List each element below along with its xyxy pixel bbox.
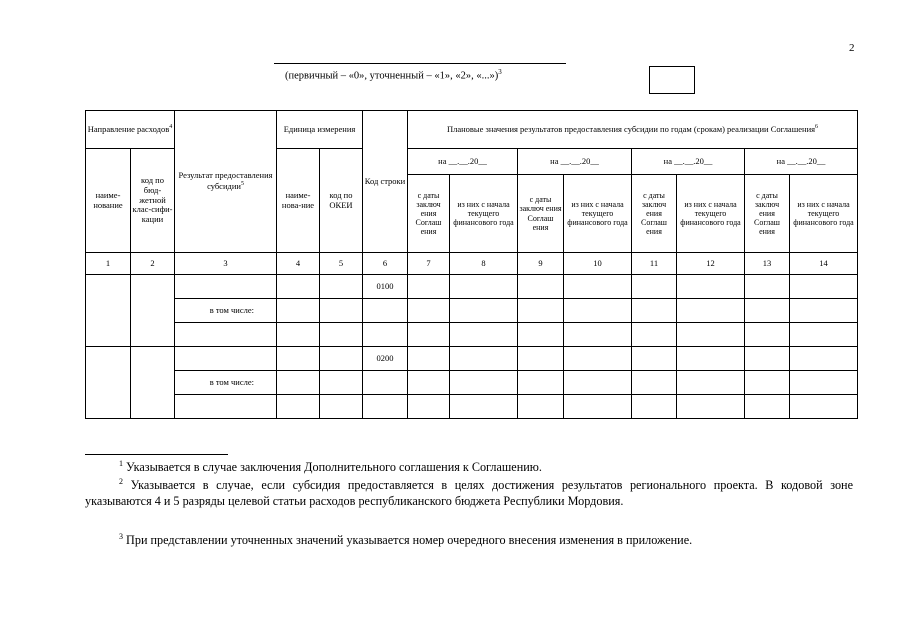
table-row — [86, 299, 858, 323]
footnote-separator — [85, 454, 228, 455]
direction-name-cell[interactable] — [86, 347, 131, 419]
data-cell[interactable] — [677, 323, 745, 347]
footnote-1: $^1$ Указывается в случае заключения Дополнительного соглашения к Соглашению. — [119, 459, 542, 475]
data-cell[interactable] — [564, 371, 632, 395]
data-cell[interactable] — [745, 275, 790, 299]
data-cell[interactable] — [745, 347, 790, 371]
column-number: 6 — [363, 253, 408, 275]
period-header-3: на __.__.20__ — [632, 149, 745, 175]
data-cell[interactable] — [320, 323, 363, 347]
column-number: 14 — [790, 253, 858, 275]
result-header: Результат предоставления субсидии$^5$ — [175, 111, 277, 253]
data-cell[interactable] — [564, 395, 632, 419]
data-cell[interactable] — [277, 347, 320, 371]
period-header-4: на __.__.20__ — [745, 149, 858, 175]
report-status-line — [285, 68, 502, 82]
status-note-mark: 3 — [498, 68, 502, 76]
data-cell[interactable] — [564, 299, 632, 323]
data-cell[interactable] — [677, 347, 745, 371]
table-row — [86, 275, 858, 299]
column-number: 13 — [745, 253, 790, 275]
data-cell[interactable] — [450, 395, 518, 419]
data-cell[interactable] — [632, 323, 677, 347]
data-cell[interactable] — [363, 323, 408, 347]
data-cell[interactable] — [450, 347, 518, 371]
data-cell[interactable] — [790, 395, 858, 419]
data-cell[interactable] — [408, 299, 450, 323]
data-cell[interactable] — [518, 275, 564, 299]
direction-header: Направление расходов$^4$ — [86, 111, 175, 149]
data-cell[interactable] — [632, 371, 677, 395]
from-date-header: с даты заключ ения Соглаш ения — [408, 175, 450, 253]
footnote-3: $^3$ При представлении уточненных значений указывается номер очередного внесения изменения в приложение. — [119, 532, 693, 548]
status-text: (первичный – «0», уточненный – «1», «2», «...») — [285, 70, 499, 82]
data-cell[interactable] — [277, 275, 320, 299]
column-number: 2 — [131, 253, 175, 275]
data-cell[interactable] — [277, 323, 320, 347]
column-number: 4 — [277, 253, 320, 275]
from-start-header: из них с начала текущего финансового года — [677, 175, 745, 253]
data-cell[interactable] — [518, 299, 564, 323]
data-cell[interactable] — [790, 371, 858, 395]
column-number: 3 — [175, 253, 277, 275]
unit-header: Единица измерения — [277, 111, 363, 149]
from-start-header: из них с начала текущего финансового года — [450, 175, 518, 253]
data-cell[interactable] — [790, 299, 858, 323]
from-start-header: из них с начала текущего финансового года — [790, 175, 858, 253]
table-row — [86, 371, 858, 395]
data-cell[interactable] — [320, 275, 363, 299]
data-cell[interactable] — [632, 347, 677, 371]
data-cell[interactable] — [408, 395, 450, 419]
data-cell[interactable] — [320, 299, 363, 323]
data-cell[interactable] — [408, 371, 450, 395]
data-cell[interactable] — [320, 371, 363, 395]
column-number: 7 — [408, 253, 450, 275]
data-cell[interactable] — [564, 275, 632, 299]
column-number: 5 — [320, 253, 363, 275]
data-cell[interactable] — [363, 299, 408, 323]
column-number: 12 — [677, 253, 745, 275]
data-cell[interactable] — [518, 323, 564, 347]
table-row — [86, 323, 858, 347]
column-number: 9 — [518, 253, 564, 275]
column-number: 11 — [632, 253, 677, 275]
period-header-2: на __.__.20__ — [518, 149, 632, 175]
line-code-cell: 0200 — [363, 347, 408, 371]
data-cell[interactable] — [408, 275, 450, 299]
data-cell[interactable] — [677, 275, 745, 299]
data-cell[interactable] — [564, 347, 632, 371]
data-cell[interactable] — [518, 347, 564, 371]
data-cell[interactable] — [745, 299, 790, 323]
column-number: 8 — [450, 253, 518, 275]
data-cell[interactable] — [277, 299, 320, 323]
data-cell[interactable] — [450, 323, 518, 347]
subsidy-results-table — [85, 110, 858, 419]
data-cell[interactable] — [745, 371, 790, 395]
data-cell[interactable] — [677, 395, 745, 419]
unit-name-header: наиме-нова-ние — [277, 149, 320, 253]
data-cell[interactable] — [363, 371, 408, 395]
status-code-box[interactable] — [649, 66, 695, 94]
data-cell[interactable] — [450, 371, 518, 395]
title-underline — [274, 63, 566, 64]
data-cell[interactable] — [277, 371, 320, 395]
footnote-2: $^2$ Указывается в случае, если субсидия предоставляется в целях достижения результатов регионального проекта. В кодовой зоне указываются 4 и 5 разряды целевой статьи расходов республиканского бюджета Республики Мордовия. — [85, 477, 853, 509]
data-cell[interactable] — [518, 371, 564, 395]
data-cell[interactable] — [408, 347, 450, 371]
result-cell[interactable] — [175, 395, 277, 419]
from-date-header: с даты заключ ения Соглаш ения — [518, 175, 564, 253]
period-header-1: на __.__.20__ — [408, 149, 518, 175]
table-row — [86, 347, 858, 371]
line-code-header: Код строки — [363, 111, 408, 253]
data-cell[interactable] — [320, 395, 363, 419]
data-cell[interactable] — [320, 347, 363, 371]
data-cell[interactable] — [677, 299, 745, 323]
plan-header: Плановые значения результатов предоставления субсидии по годам (срокам) реализации Соглашения$^6$ — [408, 111, 858, 149]
including-label: в том числе: — [175, 371, 277, 395]
data-cell[interactable] — [632, 299, 677, 323]
column-number: 1 — [86, 253, 131, 275]
data-cell[interactable] — [277, 395, 320, 419]
data-cell[interactable] — [632, 275, 677, 299]
data-cell[interactable] — [745, 323, 790, 347]
data-cell[interactable] — [564, 323, 632, 347]
data-cell[interactable] — [450, 275, 518, 299]
data-cell[interactable] — [408, 323, 450, 347]
budget-code-cell[interactable] — [131, 347, 175, 419]
data-cell[interactable] — [677, 371, 745, 395]
column-numbers-row — [86, 253, 858, 275]
from-date-header: с даты заключ ения Соглаш ения — [745, 175, 790, 253]
budget-code-header: код по бюд-жетной клас-сифи-кации — [131, 149, 175, 253]
data-cell[interactable] — [450, 299, 518, 323]
okei-header: код по ОКЕИ — [320, 149, 363, 253]
data-cell[interactable] — [790, 347, 858, 371]
data-cell[interactable] — [632, 395, 677, 419]
result-cell[interactable] — [175, 275, 277, 299]
page-number: 2 — [849, 42, 855, 54]
data-cell[interactable] — [790, 275, 858, 299]
name-header: наиме-нование — [86, 149, 131, 253]
result-cell[interactable] — [175, 323, 277, 347]
from-start-header: из них с начала текущего финансового года — [564, 175, 632, 253]
table-row — [86, 395, 858, 419]
column-number: 10 — [564, 253, 632, 275]
data-cell[interactable] — [363, 395, 408, 419]
from-date-header: с даты заключ ения Соглаш ения — [632, 175, 677, 253]
data-cell[interactable] — [745, 395, 790, 419]
result-cell[interactable] — [175, 347, 277, 371]
data-cell[interactable] — [518, 395, 564, 419]
direction-name-cell[interactable] — [86, 275, 131, 347]
including-label: в том числе: — [175, 299, 277, 323]
data-cell[interactable] — [790, 323, 858, 347]
budget-code-cell[interactable] — [131, 275, 175, 347]
line-code-cell: 0100 — [363, 275, 408, 299]
